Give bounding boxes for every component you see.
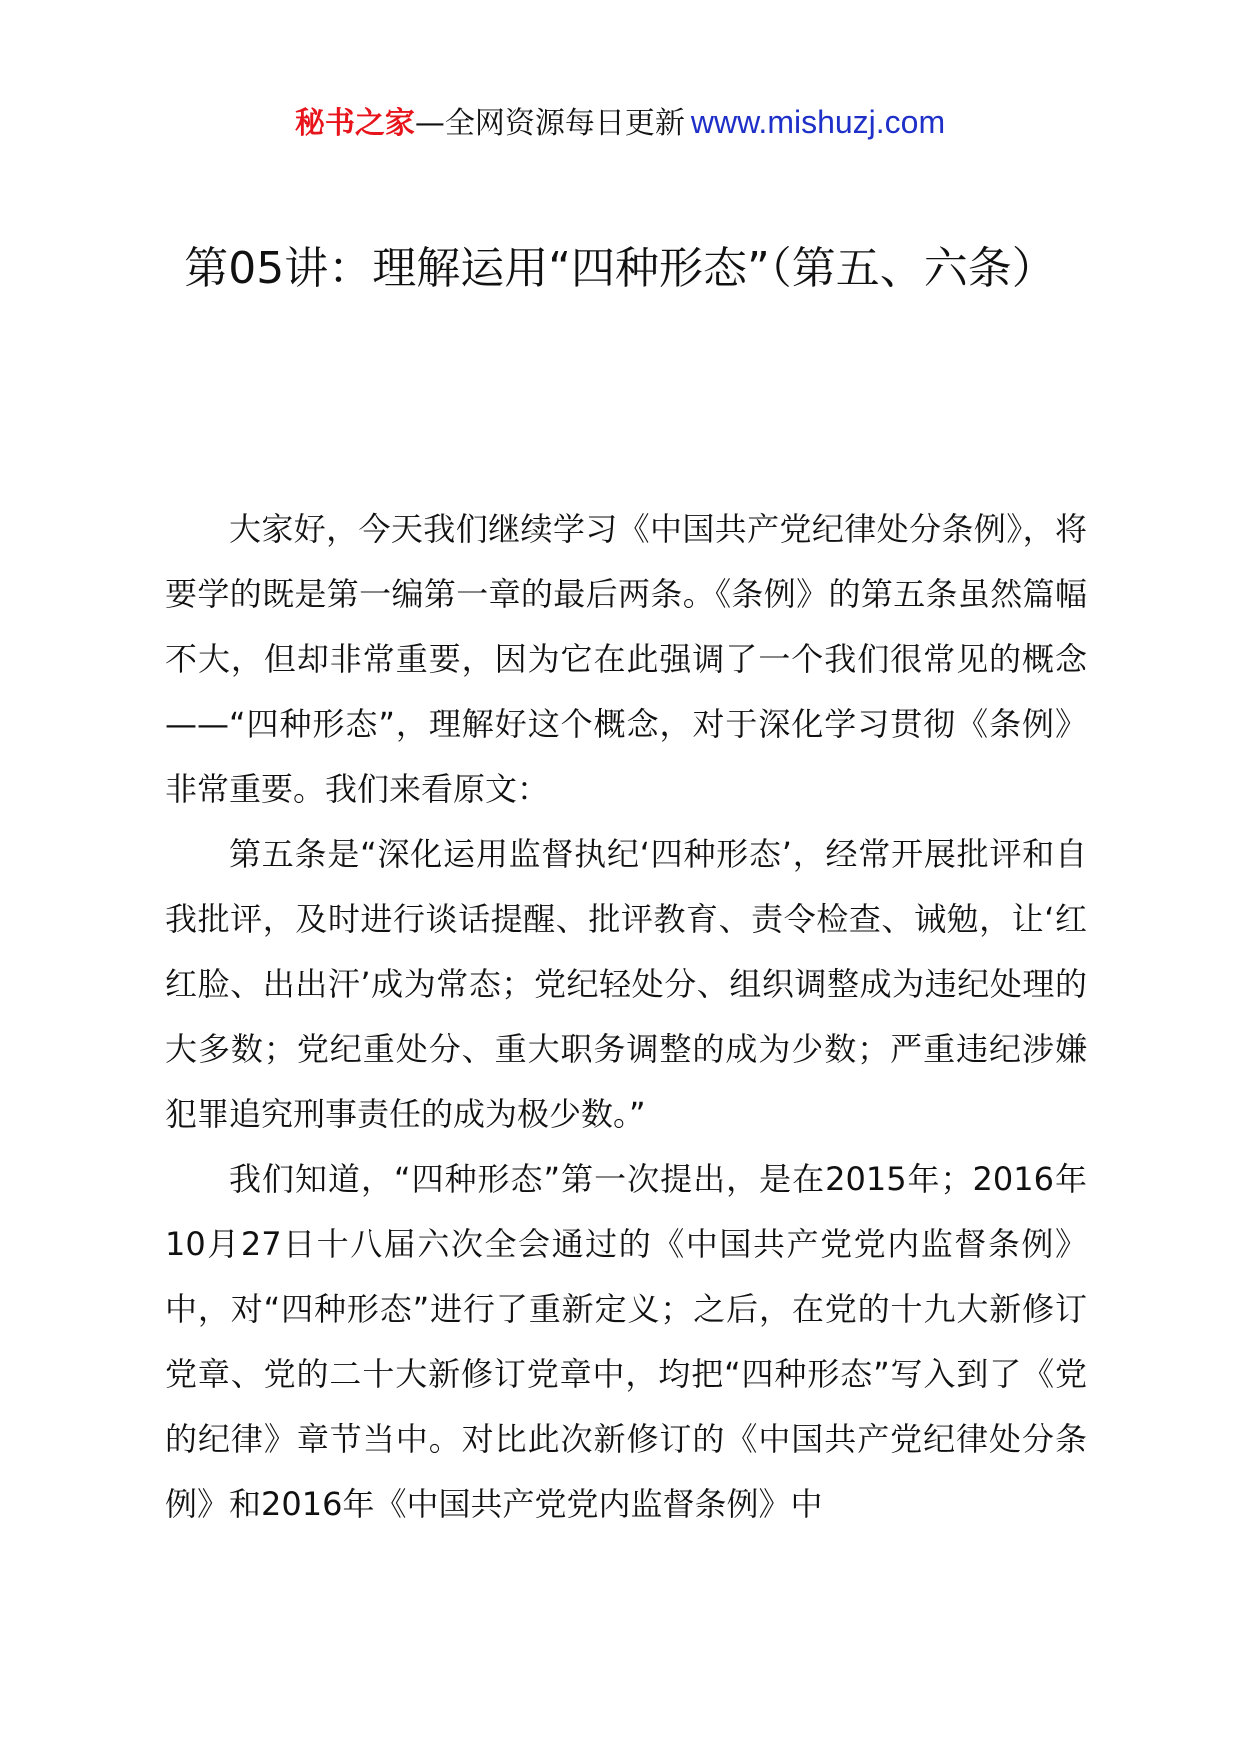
document-title: 第05讲：理解运用“四种形态”（第五、六条）	[184, 243, 1056, 294]
body-paragraph-2: 第五条是“深化运用监督执纪‘四种形态’，经常开展批评和自我批评，及时进行谈话提醒、批评教育、责令检查、诫勉，让‘红红脸、出出汗’成为常态；党纪轻处分、组织调整成为违纪处理的大多数；党纪重处分、重大职务调整的成为少数；严重违纪涉嫌犯罪追究刑事责任的成为极少数。”	[165, 835, 1087, 1133]
body-paragraph-1: 大家好，今天我们继续学习《中国共产党纪律处分条例》，将要学的既是第一编第一章的最后两条。《条例》的第五条虽然篇幅不大，但却非常重要，因为它在此强调了一个我们很常见的概念——“四种形态”，理解好这个概念，对于深化学习贯彻《条例》非常重要。我们来看原文：	[165, 510, 1087, 808]
site-header	[0, 102, 1240, 144]
site-url-link[interactable]: www.mishuzj.com	[690, 104, 946, 140]
site-brand: 秘书之家	[294, 106, 415, 141]
document-body	[165, 497, 1087, 1537]
site-tagline: —全网资源每日更新	[414, 106, 685, 141]
body-paragraph-3: 我们知道，“四种形态”第一次提出，是在2015年；2016年10月27日十八届六次全会通过的《中国共产党党内监督条例》中，对“四种形态”进行了重新定义；之后，在党的十九大新修订党章、党的二十大新修订党章中，均把“四种形态”写入到了《党的纪律》章节当中。对比此次新修订的《中国共产党纪律处分条例》和2016年《中国共产党党内监督条例》中	[165, 1160, 1087, 1523]
